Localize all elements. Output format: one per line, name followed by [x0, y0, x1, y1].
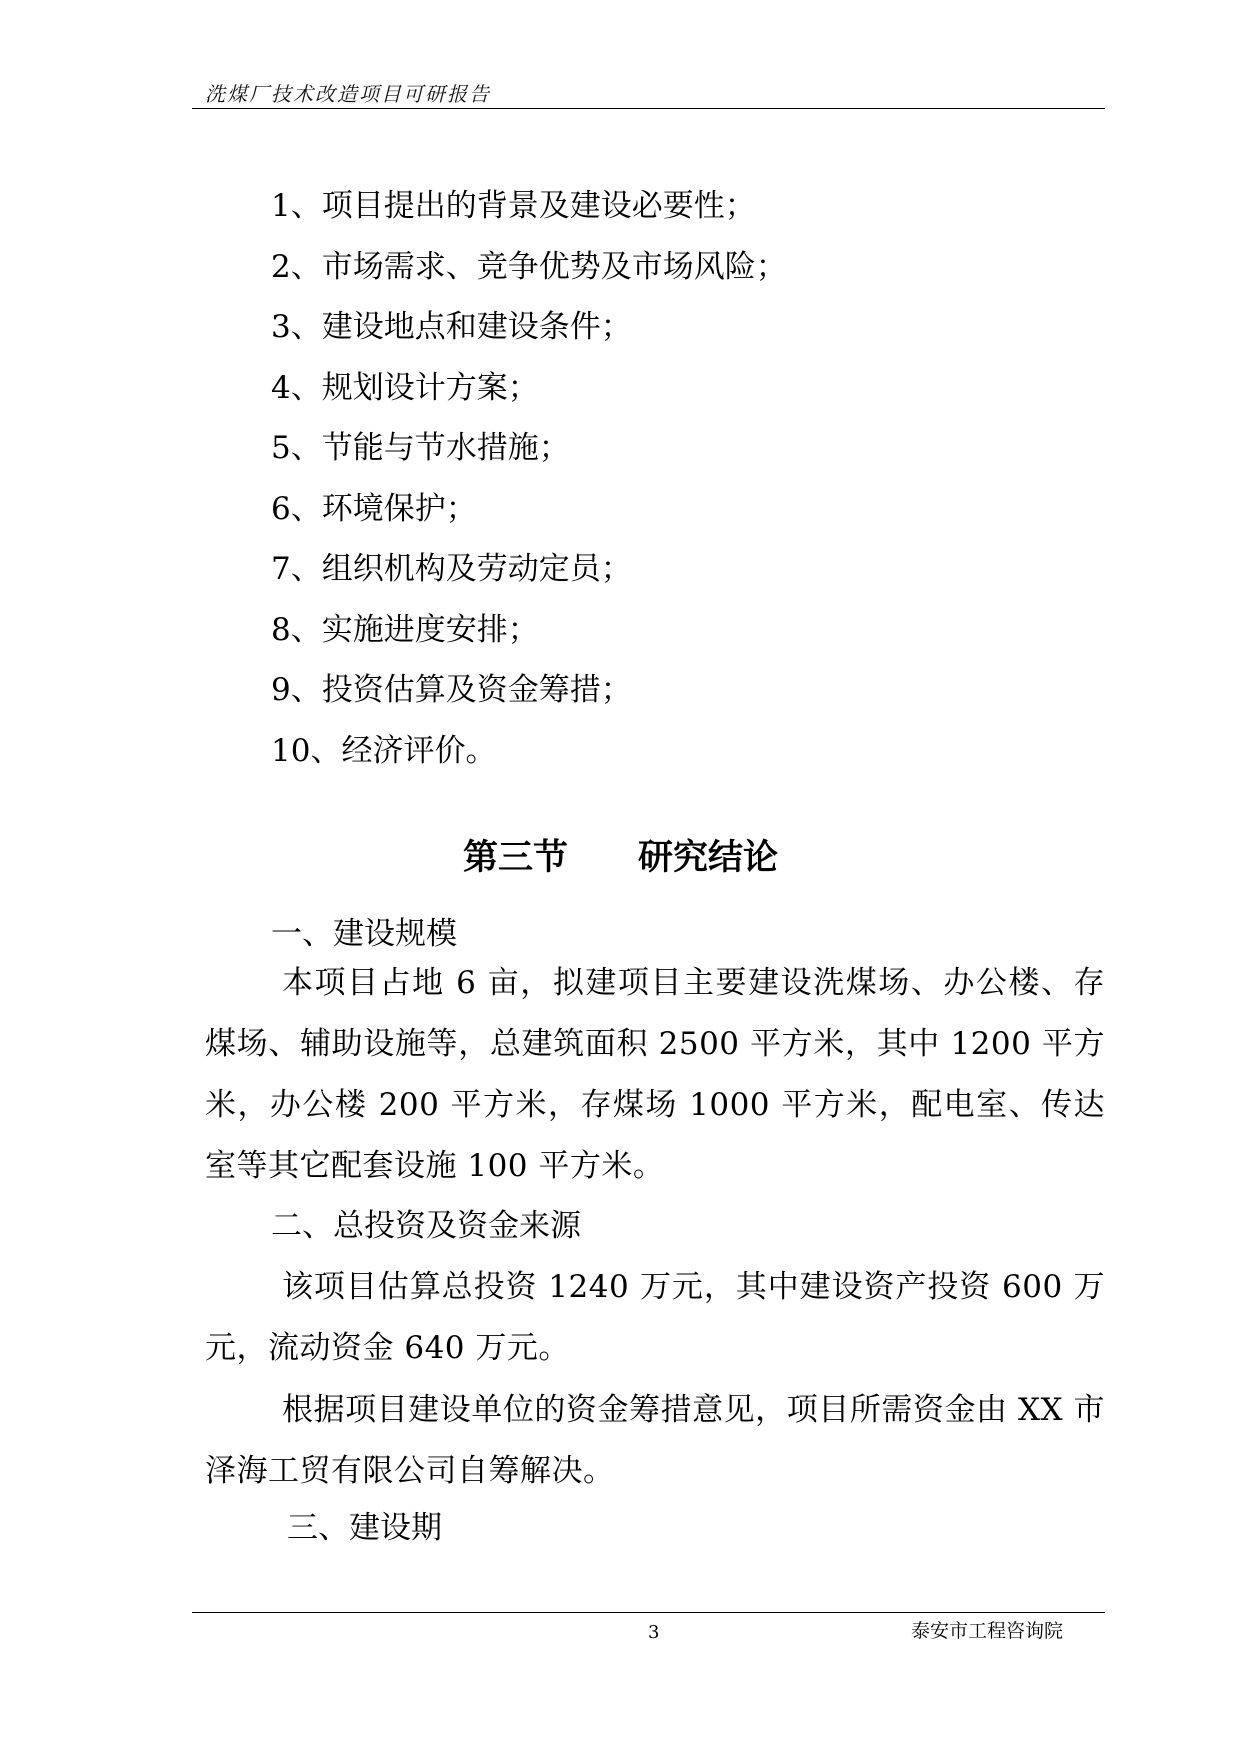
- list-item: 7、组织机构及劳动定员；: [271, 551, 632, 587]
- list-item: 6、环境保护；: [271, 490, 477, 527]
- list-item: 3、建设地点和建设条件；: [271, 309, 632, 345]
- subheading-construction-period: 三、建设期: [287, 1510, 442, 1546]
- page-number: 3: [648, 1622, 660, 1643]
- section-title: 第三节 研究结论: [462, 838, 778, 878]
- paragraph-funding-source: 根据项目建设单位的资金筹措意见，项目所需资金由 XX 市泽海工贸有限公司自筹解决。: [205, 1392, 1105, 1489]
- list-item: 10、经济评价。: [271, 732, 497, 769]
- list-item: 5、节能与节水措施；: [271, 430, 570, 466]
- footer-rule: [192, 1612, 1105, 1613]
- footer-organization: 泰安市工程咨询院: [911, 1620, 1064, 1642]
- report-contents-list: [271, 176, 787, 781]
- header-rule: [192, 108, 1105, 109]
- list-item: 8、实施进度安排；: [271, 611, 539, 648]
- paragraph-total-investment: 该项目估算总投资 1240 万元，其中建设资产投资 600 万元，流动资金 640 万元。: [205, 1269, 1105, 1366]
- list-item: 1、项目提出的背景及建设必要性；: [271, 188, 756, 224]
- subheading-construction-scale: 一、建设规模: [271, 916, 457, 952]
- running-header: 洗煤厂技术改造项目可研报告: [205, 82, 491, 106]
- subheading-investment-funding: 二、总投资及资金来源: [271, 1208, 581, 1244]
- list-item: 9、投资估算及资金筹措；: [271, 672, 632, 708]
- list-item: 4、规划设计方案；: [271, 369, 539, 406]
- paragraph-construction-scale: 本项目占地 6 亩，拟建项目主要建设洗煤场、办公楼、存煤场、辅助设施等，总建筑面积 2500 平方米，其中 1200 平方米，办公楼 200 平方米，存煤场 1000 平方米，配电室、传达室等其它配套设施 100 平方米。: [205, 965, 1105, 1184]
- list-item: 2、市场需求、竞争优势及市场风险；: [271, 248, 787, 285]
